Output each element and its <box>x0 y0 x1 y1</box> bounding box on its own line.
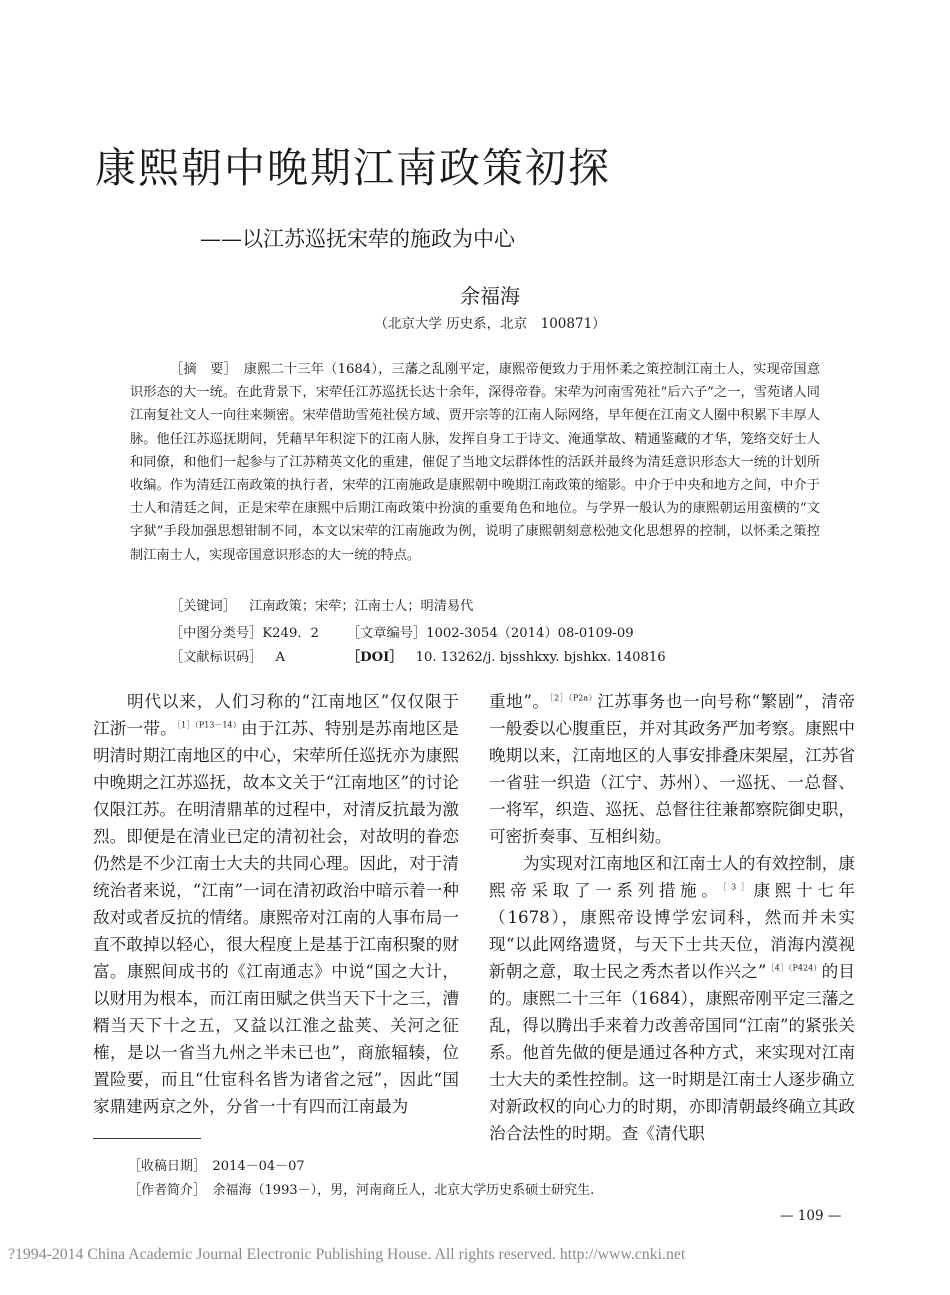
citation: ［2］（P2a） <box>549 693 598 703</box>
article-title: 康熙朝中晚期江南政策初探 <box>95 144 611 192</box>
author-bio-label: ［作者简介］ <box>128 1183 200 1198</box>
body-text: 康熙十七年（1678），康熙帝设博学宏词科，然而并未实现“以此网络遗贤，与天下士共天位，消海内漠视新朝之意，取士民之秀杰者以作兴之” <box>489 881 856 981</box>
author-name: 余福海 <box>460 284 520 308</box>
body-paragraph <box>93 688 459 1120</box>
author-affiliation: （北京大学 历史系，北京 100871） <box>374 316 606 332</box>
abstract <box>130 358 820 567</box>
body-text: 的目的。康熙二十三年（1684），康熙帝刚平定三藩之乱，得以腾出手来着力改善帝国同“江南”的紧张关系。他首先做的便是通过各种方式，来实现对江南士大夫的柔性控制。这一时期是江南士人逐步确立对新政权的向心力的时期，亦即清朝最终确立其政治合法性的时期。查《清代职 <box>489 962 856 1143</box>
body-text: 明代以来，人们习称的“江南地区”仅仅限于江浙一带。 <box>93 692 459 738</box>
abstract-label: ［摘 要］ <box>170 362 231 377</box>
received-value: 2014－04－07 <box>212 1159 305 1174</box>
doi-label: ［DOI］ <box>347 650 403 665</box>
body-paragraph <box>489 688 855 850</box>
body-text: 为实现对江南地区和江南士人的有效控制，康熙帝采取了一系列措施。 <box>489 854 855 900</box>
body-text: 由于江苏、特别是苏南地区是明清时期江南地区的中心，宋荦所任巡抚亦为康熙中晚期之江苏巡抚，故本文关于“江南地区”的讨论仅限江苏。在明清鼎革的过程中，对清反抗最为激烈。即便是在清业已定的清初社会，对故明的眷恋仍然是不少江南士大夫的共同心理。因此，对于清统治者来说，“江南”一词在清初政治中暗示着一种敌对或者反抗的情绪。康熙帝对江南的人事布局一直不敢掉以轻心，很大程度上是基于江南积聚的财富。康熙间成书的《江南通志》中说“国之大计，以财用为根本，而江南田赋之供当天下十之三，漕糈当天下十之五，又益以江淮之盐荚、关河之征榷，是以一省当九州之半未已也”，商旅辐辏，位置险要，而且“仕宦科名皆为诸省之冠”，因此“国家鼎建两京之外，分省一十有四而江南最为 <box>93 719 460 1116</box>
article-no-value: 1002-3054（2014）08-0109-09 <box>426 626 634 641</box>
citation: ［4］（P424） <box>766 963 822 973</box>
body-column-right <box>489 688 855 1147</box>
keywords-value: 江南政策；宋荦；江南士人；明清易代 <box>249 599 474 614</box>
body-paragraph <box>489 850 855 1147</box>
footnote-received <box>128 1158 305 1176</box>
copyright-footer: ?1994-2014 China Academic Journal Electronic Publishing House. All rights reserved. http://www.cnki.net <box>8 1246 686 1263</box>
keywords-label: ［关键词］ <box>170 599 236 614</box>
body-column-left <box>93 688 459 1120</box>
body-text: 江苏事务也一向号称“繁剧”，清帝一般委以心腹重臣，并对其政务严加考察。康熙中晚期以来，江南地区的人事安排叠床架屋，江苏省一省驻一织造（江宁、苏州）、一巡抚、一总督、一将军，织造、巡抚、总督往往兼都察院御史职，可密折奏事、互相纠劾。 <box>489 692 855 846</box>
author-bio-value: 余福海（1993－），男，河南商丘人，北京大学历史系硕士研究生. <box>212 1183 595 1198</box>
doi-value: 10. 13262/j. bjsshkxy. bjshkx. 140816 <box>415 650 666 665</box>
classification-line <box>170 624 830 644</box>
citation: ［1］（P13－14） <box>176 720 241 730</box>
abstract-text: 康熙二十三年（1684），三藩之乱刚平定，康熙帝便致力于用怀柔之策控制江南士人，实现帝国意识形态的大一统。在此背景下，宋荦任江苏巡抚长达十余年，深得帝眷。宋荦为河南雪苑社“后六子”之一，雪苑诸人同江南复社文人一向往来频密。宋荦借助雪苑社侯方域、贾开宗等的江南人际网络，早年便在江南文人圈中积累下丰厚人脉。他任江苏巡抚期间，凭藉早年积淀下的江南人脉，发挥自身工于诗文、淹通掌故、精通鉴藏的才华，笼络交好士人和同僚，和他们一起参与了江苏精英文化的重建，催促了当地文坛群体性的活跃并最终为清廷意识形态大一统的计划所收编。作为清廷江南政策的执行者，宋荦的江南施政是康熙朝中晚期江南政策的缩影。中介于中央和地方之间，中介于士人和清廷之间，正是宋荦在康熙中后期江南政策中扮演的重要角色和地位。与学界一般认为的康熙朝运用蛮横的“文字狱”手段加强思想钳制不同，本文以宋荦的江南施政为例，说明了康熙朝刻意松弛文化思想界的控制，以怀柔之策控制江南士人，实现帝国意识形态的大一统的特点。 <box>130 362 821 563</box>
doc-code-label: ［文献标识码］ <box>170 650 263 665</box>
page-number: — 109 — <box>780 1208 842 1224</box>
doc-code-line <box>170 648 830 668</box>
doc-code-value: A <box>275 650 286 665</box>
article-subtitle: ——以江苏巡抚宋荦的施政为中心 <box>200 227 515 251</box>
clc-value: K249．2 <box>262 626 319 641</box>
clc-label: ［中图分类号］ <box>170 626 263 641</box>
footnote-divider <box>93 1138 201 1139</box>
footnote-author <box>128 1182 594 1200</box>
citation: ［3］ <box>722 882 754 892</box>
received-label: ［收稿日期］ <box>128 1159 200 1174</box>
article-no-label: ［文章编号］ <box>347 626 427 641</box>
body-text: 重地”。 <box>489 692 550 711</box>
keywords-line <box>170 597 830 617</box>
